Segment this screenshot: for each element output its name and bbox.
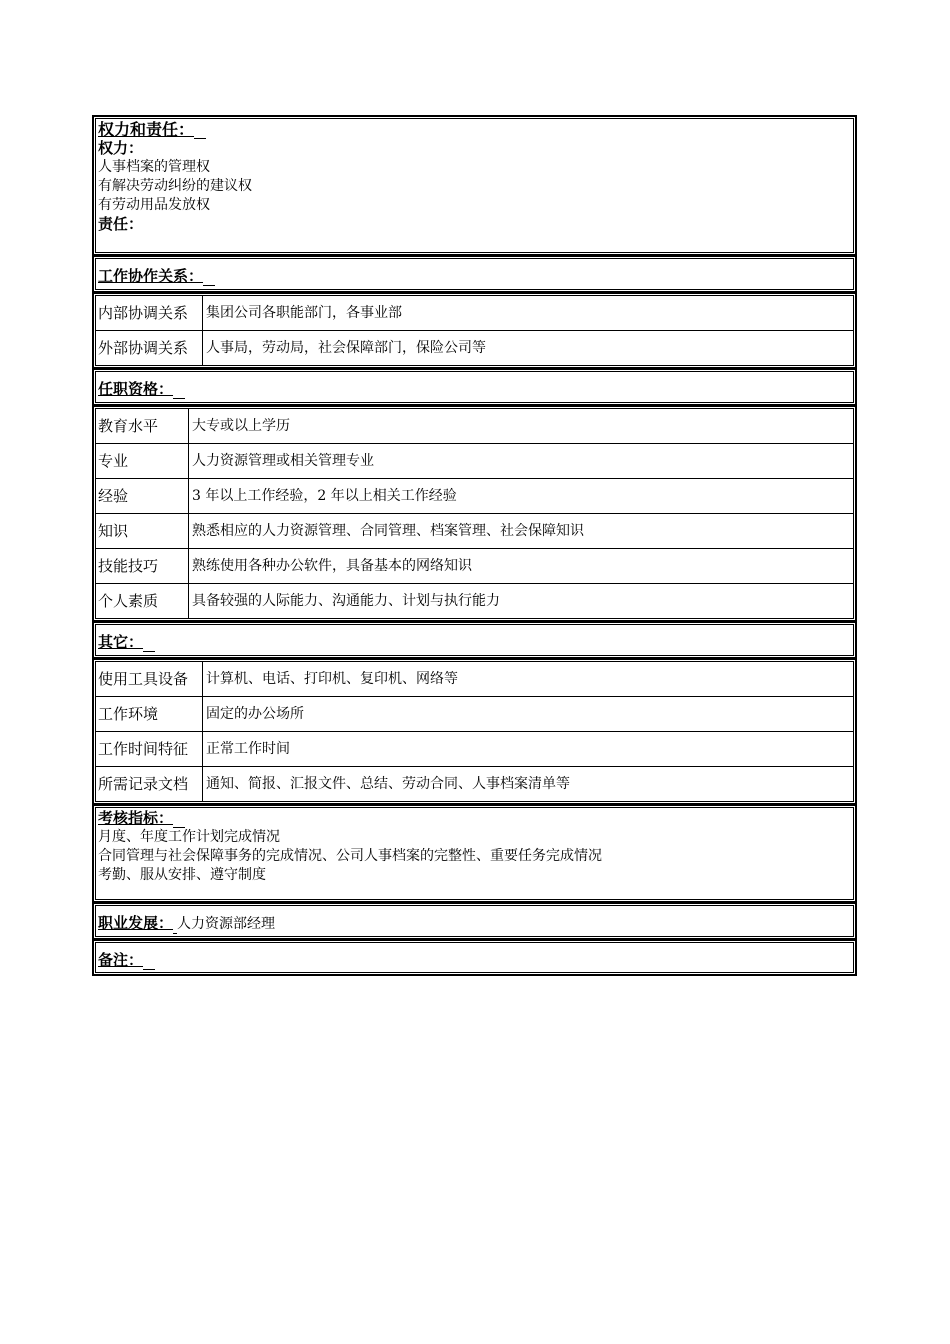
job-description-document — [92, 116, 857, 976]
remarks-heading: 备注： — [98, 951, 851, 970]
row-label: 所需记录文档 — [96, 767, 203, 801]
table-row — [96, 513, 853, 548]
row-label: 技能技巧 — [96, 549, 189, 583]
cooperation-table — [92, 292, 857, 369]
assessment-item: 考勤、服从安排、遵守制度 — [98, 867, 266, 883]
assessment-heading: 考核指标： — [98, 809, 851, 828]
row-value: 集团公司各职能部门，各事业部 — [206, 305, 402, 321]
table-row — [96, 548, 853, 583]
row-label: 个人素质 — [96, 584, 189, 618]
assessment-item: 月度、年度工作计划完成情况 — [98, 829, 280, 845]
table-row — [96, 478, 853, 513]
table-row — [96, 330, 853, 365]
career-heading: 职业发展： — [98, 914, 177, 932]
row-value: 具备较强的人际能力、沟通能力、计划与执行能力 — [192, 593, 500, 609]
row-value: 熟悉相应的人力资源管理、合同管理、档案管理、社会保障知识 — [192, 523, 584, 539]
table-row — [96, 583, 853, 618]
row-value: 大专或以上学历 — [192, 418, 290, 434]
table-row — [96, 662, 853, 696]
cooperation-heading-box — [92, 255, 857, 293]
row-label: 使用工具设备 — [96, 662, 203, 696]
row-label: 专业 — [96, 444, 189, 478]
table-row — [96, 296, 853, 330]
authority-heading: 权力和责任： — [98, 120, 851, 139]
table-row — [96, 443, 853, 478]
row-label: 内部协调关系 — [96, 296, 203, 330]
duty-label: 责任： — [98, 215, 144, 233]
power-label: 权力： — [98, 139, 144, 157]
row-value: 熟练使用各种办公软件，具备基本的网络知识 — [192, 558, 472, 574]
row-label: 经验 — [96, 479, 189, 513]
row-label: 教育水平 — [96, 409, 189, 443]
authority-section — [92, 115, 857, 256]
career-value: 人力资源部经理 — [177, 916, 276, 932]
career-section — [92, 902, 857, 940]
table-row — [96, 409, 853, 443]
row-value: 通知、简报、汇报文件、总结、劳动合同、人事档案清单等 — [206, 776, 570, 792]
table-row — [96, 696, 853, 731]
qualification-heading-box — [92, 368, 857, 406]
power-item: 有解决劳动纠纷的建议权 — [98, 178, 252, 194]
power-item: 人事档案的管理权 — [98, 159, 210, 175]
row-value: 人力资源管理或相关管理专业 — [192, 453, 374, 469]
assessment-section — [92, 804, 857, 903]
table-row — [96, 731, 853, 766]
row-label: 工作环境 — [96, 697, 203, 731]
row-value: 人事局，劳动局，社会保障部门，保险公司等 — [206, 340, 486, 356]
cooperation-heading: 工作协作关系： — [98, 267, 851, 286]
assessment-item: 合同管理与社会保障事务的完成情况、公司人事档案的完整性、重要任务完成情况 — [98, 848, 602, 864]
qualification-table — [92, 405, 857, 622]
qualification-heading: 任职资格： — [98, 380, 851, 399]
other-table — [92, 658, 857, 805]
row-label: 外部协调关系 — [96, 331, 203, 365]
table-row — [96, 766, 853, 801]
remarks-section — [92, 939, 857, 976]
row-label: 知识 — [96, 514, 189, 548]
row-value: 固定的办公场所 — [206, 706, 304, 722]
row-label: 工作时间特征 — [96, 732, 203, 766]
power-item: 有劳动用品发放权 — [98, 197, 210, 213]
other-heading: 其它： — [98, 633, 851, 652]
row-value: 正常工作时间 — [206, 741, 290, 757]
row-value: 3 年以上工作经验，2 年以上相关工作经验 — [192, 488, 457, 504]
other-heading-box — [92, 621, 857, 659]
row-value: 计算机、电话、打印机、复印机、网络等 — [206, 671, 458, 687]
